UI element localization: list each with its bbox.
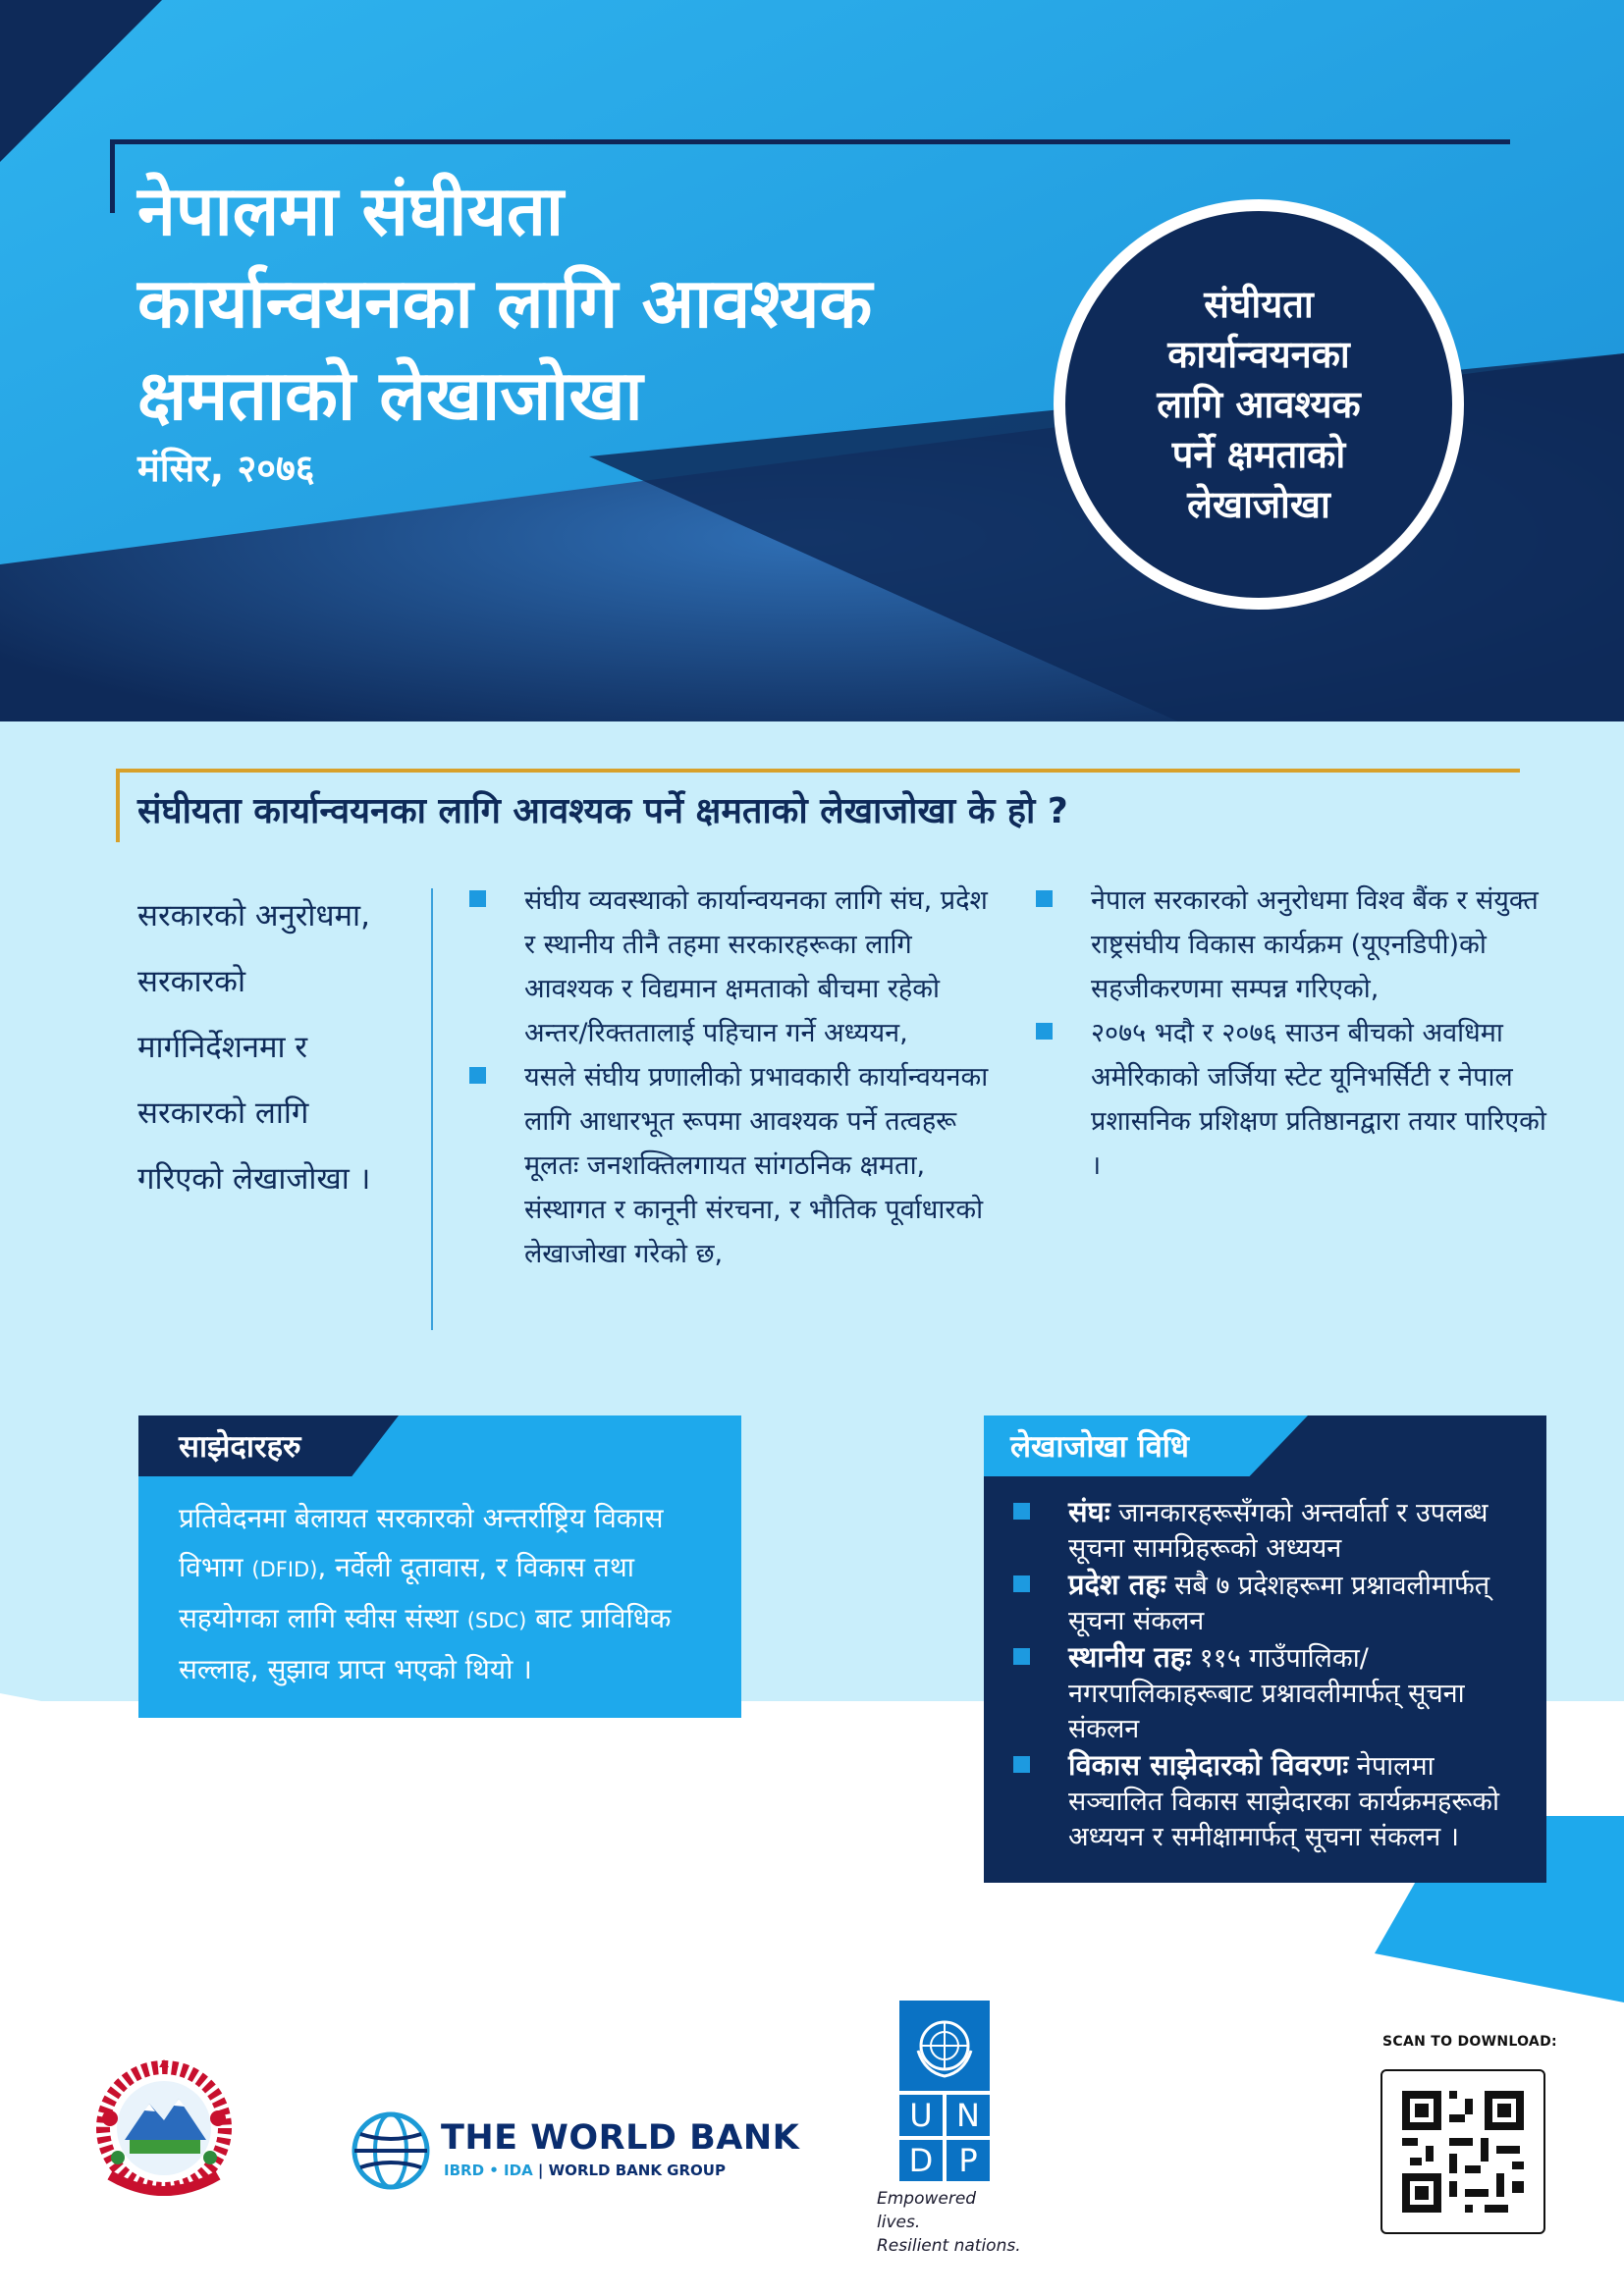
square-bullet-icon (1013, 1648, 1030, 1665)
partners-text-a: प्रतिवेदनमा बेलायत सरकारको अन्तर्राष्ट्रिय विकास विभाग (179, 1502, 664, 1583)
list-item (469, 879, 990, 1055)
method-list (1013, 1494, 1534, 1855)
publication-date: मंसिर, २०७६ (137, 447, 315, 490)
intro-line: मार्गनिर्देशनमा र (137, 1030, 308, 1065)
method-heading: लेखाजोखा विधि (1010, 1429, 1189, 1465)
ibrd-ida: IBRD • IDA (444, 2162, 533, 2179)
partners-text (179, 1494, 729, 1694)
list-item-text: नेपाल सरकारको अनुरोधमा विश्व बैंक र संयुक्त राष्ट्रसंघीय विकास कार्यक्रम (यूएनडिपी)को सहजीकरणमा सम्पन्न गरिएको, (1091, 885, 1539, 1004)
nepal-emblem-logo (90, 2059, 238, 2202)
world-bank-wordmark: THE WORLD BANK (441, 2118, 800, 2158)
square-bullet-icon (1036, 1023, 1053, 1040)
undp-letters (899, 2095, 990, 2181)
scan-label: SCAN TO DOWNLOAD: (1382, 2034, 1557, 2050)
intro-line: सरकारको अनुरोधमा, (137, 898, 370, 934)
bullets-column-1 (469, 879, 990, 1276)
undp-letter: N (947, 2095, 990, 2136)
partners-text-c: बाट प्राविधिक सल्लाह, सुझाव प्राप्त भएको थियो । (179, 1602, 672, 1685)
list-item (1013, 1494, 1534, 1567)
intro-line: सरकारको लागि (137, 1095, 309, 1131)
header-rule-vertical (110, 139, 115, 213)
undp-logo (899, 2001, 990, 2181)
un-emblem-icon (899, 2001, 990, 2091)
intro-text (137, 883, 432, 1212)
method-key: प्रदेश तहः (1068, 1568, 1166, 1601)
undp-letter: P (947, 2140, 990, 2181)
partners-heading: साझेदारहरु (179, 1429, 301, 1465)
subline-separator: | (532, 2162, 549, 2179)
intro-line: सरकारको (137, 964, 245, 999)
world-bank-globe-icon (351, 2110, 431, 2191)
undp-tagline-2: Resilient nations. (877, 2236, 1021, 2256)
qr-code[interactable] (1380, 2069, 1545, 2234)
section-rule-vertical (116, 769, 120, 842)
un-globe-icon (910, 2011, 979, 2080)
title-line-2: कार्यान्वयनका लागि आवश्यक (137, 263, 873, 344)
circle-line: संघीयता (1204, 282, 1314, 326)
list-item-text: संघीय व्यवस्थाको कार्यान्वयनका लागि संघ, प्रदेश र स्थानीय तीनै तहमा सरकारहरूका लागि आवश्यक र विद्यमान क्षमताको बीचमा रहेको अन्तर/रिक्ततालाई पहिचान गर्ने अध्ययन, (524, 885, 988, 1048)
method-text: जानकारहरूसँगको अन्तर्वार्ता र उपलब्ध सूचना सामग्रिहरूको अध्ययन (1068, 1498, 1489, 1564)
method-text: ११५ गाउँपालिका/नगरपालिकाहरूबाट प्रश्नावलीमार्फत् सूचना संकलन (1068, 1643, 1465, 1744)
circle-line: कार्यान्वयनका (1167, 332, 1350, 376)
dfid-abbr: (DFID) (251, 1558, 318, 1581)
title-line-1: नेपालमा संघीयता (137, 171, 565, 251)
section-rule (116, 769, 1520, 773)
list-item (1013, 1567, 1534, 1639)
square-bullet-icon (1013, 1503, 1030, 1520)
square-bullet-icon (1013, 1575, 1030, 1592)
method-key: विकास साझेदारको विवरणः (1068, 1748, 1349, 1782)
method-text: नेपालमा सञ्चालित विकास साझेदारका कार्यक्रमहरूको अध्ययन र समीक्षामार्फत् सूचना संकलन । (1068, 1751, 1500, 1852)
sdc-abbr: (SDC) (466, 1609, 527, 1632)
intro-line: गरिएको लेखाजोखा । (137, 1161, 371, 1197)
undp-letter: D (899, 2140, 943, 2181)
list-item-text: २०७५ भदौ र २०७६ साउन बीचको अवधिमा अमेरिकाको जर्जिया स्टेट यूनिभर्सिटी र नेपाल प्रशासनिक प्रशिक्षण प्रतिष्ठानद्वारा तयार पारिएको । (1091, 1018, 1546, 1181)
circle-line: पर्ने क्षमताको (1171, 432, 1346, 476)
page-title (137, 165, 1021, 442)
circle-line: लागि आवश्यक (1157, 382, 1361, 426)
circle-line: लेखाजोखा (1187, 482, 1330, 526)
list-item (1036, 879, 1546, 1011)
square-bullet-icon (469, 890, 486, 907)
undp-tagline (877, 2187, 1024, 2258)
list-item (469, 1055, 990, 1276)
list-item (1013, 1639, 1534, 1747)
list-item-text: यसले संघीय प्रणालीको प्रभावकारी कार्यान्वयनका लागि आधारभूत रूपमा आवश्यक पर्ने तत्वहरू मूलतः जनशक्तिलगायत सांगठनिक क्षमता, संस्थागत र कानूनी संरचना, र भौतिक पूर्वाधारको लेखाजोखा गरेको छ, (524, 1062, 989, 1269)
undp-letter: U (899, 2095, 943, 2136)
qr-code-icon (1382, 2071, 1543, 2232)
world-bank-group: WORLD BANK GROUP (548, 2162, 726, 2179)
method-key: संघः (1068, 1495, 1110, 1528)
header-rule (110, 139, 1510, 144)
list-item (1013, 1747, 1534, 1855)
partners-text-b: , नर्वेली दूतावास, र विकास तथा सहयोगका लागि स्वीस संस्था (179, 1551, 634, 1634)
column-divider (431, 888, 433, 1330)
method-key: स्थानीय तहः (1068, 1640, 1192, 1674)
list-item (1036, 1011, 1546, 1188)
summary-circle (1054, 199, 1464, 610)
section-title: संघीयता कार्यान्वयनका लागि आवश्यक पर्ने क्षमताको लेखाजोखा के हो ? (137, 791, 1068, 831)
undp-tagline-1: Empowered lives. (877, 2189, 977, 2232)
method-text: सबै ७ प्रदेशहरूमा प्रश्नावलीमार्फत् सूचना संकलन (1068, 1571, 1490, 1636)
world-bank-subline (444, 2162, 726, 2179)
bullets-column-2 (1036, 879, 1546, 1188)
square-bullet-icon (469, 1067, 486, 1084)
square-bullet-icon (1036, 890, 1053, 907)
title-line-3: क्षमताको लेखाजोखा (137, 355, 643, 436)
circle-text (1111, 280, 1406, 530)
square-bullet-icon (1013, 1756, 1030, 1773)
